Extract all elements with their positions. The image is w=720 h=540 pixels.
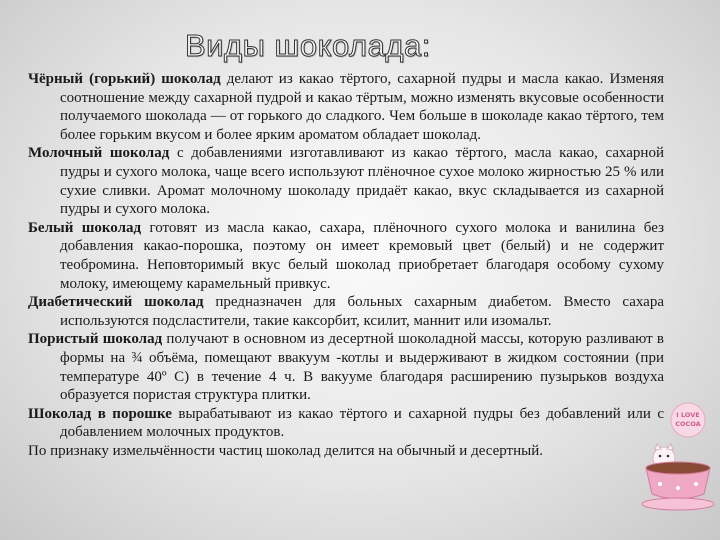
term: Чёрный (горький) шоколад: [28, 71, 221, 87]
paragraph-text: По признаку измельчённости частиц шоколад делится на обычный и десертный.: [28, 442, 543, 459]
term: Молочный шоколад: [28, 145, 170, 162]
term: Шоколад в порошке: [28, 405, 172, 422]
slide-body: [28, 70, 664, 460]
paragraph-white-chocolate: [28, 219, 664, 293]
paragraph-text: с добавлениями изготавливают из какао тёртого, масла какао, сахарной пудры и сухого молока, чаще всего используют плёночное сухое молоко жирностью 25 % или сухие сливки. Аромат молочному шоколаду придаёт какао, вкус складывается из сахарной пудры и сухого молока.: [60, 145, 664, 218]
svg-text:I LOVE: I LOVE: [676, 411, 700, 419]
paragraph-milk-chocolate: [28, 144, 664, 218]
term: Белый шоколад: [28, 219, 142, 236]
paragraph-text: предназначен для больных сахарным диабетом. Вместо сахара используются подсластители, такие каксорбит, ксилит, маннит или изомальт.: [60, 294, 665, 329]
paragraph-diabetic-chocolate: [28, 293, 664, 330]
svg-text:COCOA: COCOA: [675, 420, 701, 428]
paragraph-powder-chocolate: [28, 405, 664, 442]
paragraph-dark-chocolate: [28, 70, 664, 144]
paragraph-text: делают из какао тёртого, сахарной пудры и масла какао. Изменяя соотношение между сахарной пудрой и какао тёртым, можно изменять вкусовые особенности получаемого шоколада — от горького до сладкого. Чем больше в шоколаде какао тёртого, тем более горьким вкусом и более ярким ароматом обладает шоколад.: [60, 71, 664, 143]
paragraph-text: готовят из масла какао, сахара, плёночного сухого молока и ванилина без добавления какао-порошка, поэтому он имеет кремовый цвет (белый) и не содержит теобромина. Неповторимый вкус белый шоколад приобретает благодаря особому сухому молоку, имеющему карамельный привкус.: [60, 219, 664, 292]
paragraph-text: получают в основном из десертной шоколадной массы, которую разливают в формы на ¾ объёма, помещают ввакуум -котлы и выдерживают в жидком состоянии (при температуре 40º С) в течение 4 ч. В вакууме благодаря расширению пузырьков воздуха образуется пористая структура плитки.: [60, 331, 664, 404]
paragraph-text: вырабатывают из какао тёртого и сахарной пудры без добавлений или с добавлением молочных продуктов.: [60, 405, 664, 441]
cocoa-cup-illustration: [638, 398, 716, 514]
term: Пористый шоколад: [28, 331, 163, 348]
paragraph-porous-chocolate: [28, 330, 664, 404]
term: Диабетический шоколад: [28, 294, 204, 311]
paragraph-classification: [28, 442, 664, 461]
slide-title: Виды шоколада:: [185, 28, 431, 63]
